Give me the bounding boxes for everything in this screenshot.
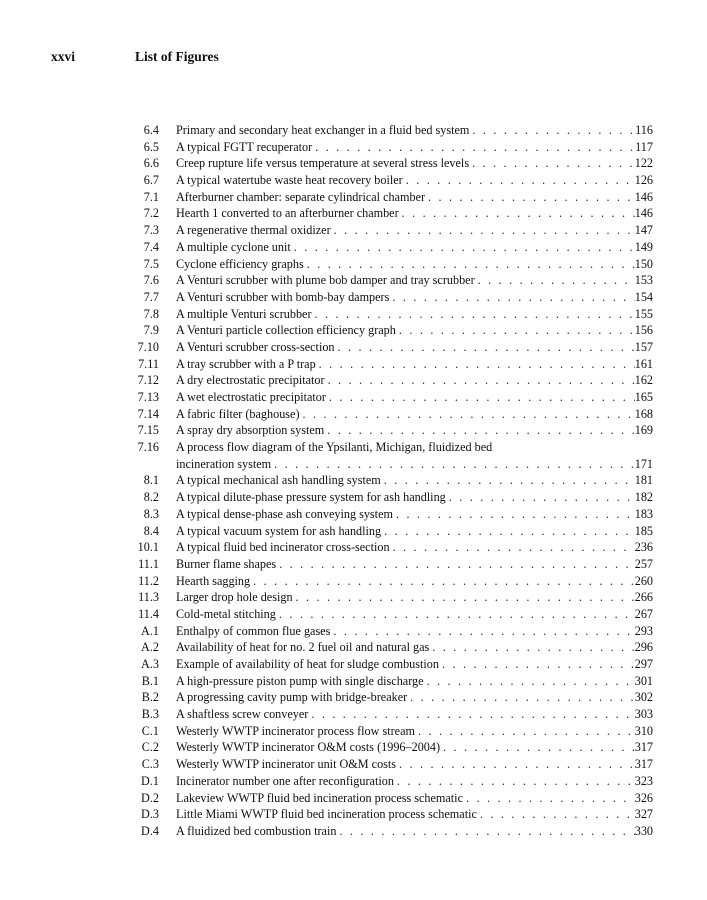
figure-caption-block <box>176 756 653 773</box>
figure-caption: Creep rupture life versus temperature at several stress levels <box>176 156 470 171</box>
figure-caption-line <box>176 639 653 656</box>
page-reference: 326 <box>634 790 653 805</box>
figure-caption-block <box>176 205 653 222</box>
page-reference: 146 <box>634 189 653 204</box>
figure-entry <box>0 723 707 740</box>
figure-caption-block <box>176 623 653 640</box>
figure-caption: Burner flame shapes <box>176 556 277 571</box>
figure-caption-line <box>176 606 653 623</box>
figure-entry <box>0 606 707 623</box>
figure-number: 7.4 <box>143 239 159 254</box>
figure-entry <box>0 790 707 807</box>
dot-leader <box>390 539 635 556</box>
figure-caption-block <box>176 506 653 523</box>
figure-caption-block <box>176 322 653 339</box>
page-reference: 149 <box>634 239 653 254</box>
figure-caption-line <box>176 289 653 306</box>
figure-caption: A fabric filter (baghouse) <box>176 406 300 421</box>
dot-leader <box>424 673 635 690</box>
dot-leader <box>331 222 635 239</box>
figure-caption-line <box>176 189 653 206</box>
figure-caption-line <box>176 723 653 740</box>
figure-caption: Primary and secondary heat exchanger in a fluid bed system <box>176 123 470 137</box>
figure-caption-line <box>176 389 653 406</box>
figure-caption: Lakeview WWTP fluid bed incineration process schematic <box>176 790 463 805</box>
dot-leader <box>396 756 635 773</box>
page-reference: 150 <box>634 256 653 271</box>
figure-caption: A multiple Venturi scrubber <box>176 306 312 321</box>
figure-caption-block <box>176 556 653 573</box>
page-reference: 168 <box>634 406 653 421</box>
figure-caption: Little Miami WWTP fluid bed incineration process schematic <box>176 807 477 822</box>
figure-caption: Westerly WWTP incinerator O&M costs (1996–2004) <box>176 740 441 755</box>
dot-leader <box>324 422 634 439</box>
figure-caption-line <box>176 573 653 590</box>
dot-leader <box>304 256 635 273</box>
dot-leader <box>300 406 635 423</box>
dot-leader <box>381 523 635 540</box>
figure-caption-block <box>176 523 653 540</box>
figure-entry <box>0 806 707 823</box>
page-reference: 146 <box>634 206 653 221</box>
figure-caption-line <box>176 205 653 222</box>
dot-leader <box>316 356 635 373</box>
figure-caption: Enthalpy of common flue gases <box>176 623 331 638</box>
page-reference: 126 <box>634 173 653 188</box>
figure-entry <box>0 289 707 306</box>
page-reference: 147 <box>634 223 653 238</box>
figure-number: C.1 <box>141 723 159 738</box>
figure-number: 6.7 <box>143 173 159 188</box>
figure-caption-block <box>176 806 653 823</box>
page-reference: 297 <box>634 657 653 672</box>
page-reference: 302 <box>634 690 653 705</box>
figure-caption-line <box>176 222 653 239</box>
page-reference: 296 <box>634 640 653 655</box>
figure-entry <box>0 406 707 423</box>
figure-entry <box>0 256 707 273</box>
figure-caption: Cold-metal stitching <box>176 606 276 621</box>
figure-caption-block <box>176 172 653 189</box>
dot-leader <box>325 372 635 389</box>
figure-caption-line <box>176 256 653 273</box>
figure-number: 7.6 <box>143 273 159 288</box>
dot-leader <box>271 456 635 473</box>
dot-leader <box>326 389 635 406</box>
figure-number: 7.9 <box>143 323 159 338</box>
figure-caption-block <box>176 673 653 690</box>
page-reference: 257 <box>634 556 653 571</box>
figure-caption-line <box>176 656 653 673</box>
figure-number: C.2 <box>141 740 159 755</box>
figure-entry <box>0 272 707 289</box>
figure-number: B.3 <box>141 707 159 722</box>
figure-caption-line <box>176 489 653 506</box>
figure-caption-line <box>176 689 653 706</box>
figure-caption-block <box>176 573 653 590</box>
figure-caption: A wet electrostatic precipitator <box>176 390 326 404</box>
dot-leader <box>446 489 635 506</box>
figure-caption-line <box>176 623 653 640</box>
figure-entry <box>0 589 707 606</box>
figure-caption-line <box>176 790 653 807</box>
page-reference: 183 <box>634 506 653 521</box>
figure-caption: A shaftless screw conveyer <box>176 707 309 722</box>
figure-caption-line <box>176 823 653 840</box>
figure-entry <box>0 756 707 773</box>
figure-caption-block <box>176 790 653 807</box>
page-reference: 181 <box>634 473 653 488</box>
figure-caption: A tray scrubber with a P trap <box>176 356 316 371</box>
figure-number: B.1 <box>141 673 159 688</box>
figure-caption-line <box>176 706 653 723</box>
figure-caption-block <box>176 289 653 306</box>
figure-caption-block <box>176 139 653 156</box>
figure-number: 7.13 <box>137 390 159 404</box>
figure-caption-line <box>176 673 653 690</box>
figure-caption: A high-pressure piston pump with single discharge <box>176 673 424 688</box>
figure-number: C.3 <box>141 757 159 772</box>
figure-caption: A Venturi particle collection efficiency graph <box>176 323 396 338</box>
dot-leader <box>429 639 634 656</box>
figure-entry <box>0 339 707 356</box>
figure-number: A.2 <box>141 640 159 655</box>
figure-caption-line <box>176 539 653 556</box>
figure-caption-block <box>176 723 653 740</box>
figure-number: 7.5 <box>143 256 159 271</box>
figure-caption: Incinerator number one after reconfiguration <box>176 773 394 788</box>
figure-entry <box>0 322 707 339</box>
page-reference: 153 <box>634 273 653 288</box>
figure-entry <box>0 372 707 389</box>
figure-caption-line <box>176 756 653 773</box>
page-reference: 317 <box>634 740 653 755</box>
figure-caption-block <box>176 339 653 356</box>
figure-entry <box>0 205 707 222</box>
figure-entry <box>0 139 707 156</box>
figure-caption-block <box>176 656 653 673</box>
figure-number: 8.2 <box>143 490 159 505</box>
figure-entry <box>0 356 707 373</box>
page-reference: 323 <box>634 773 653 788</box>
figure-entry <box>0 239 707 256</box>
figure-caption-block <box>176 155 653 172</box>
figure-number: D.4 <box>141 823 159 838</box>
figure-caption: A Venturi scrubber with bomb-bay dampers <box>176 289 390 304</box>
figure-number: 6.4 <box>143 123 159 137</box>
figure-number: 7.14 <box>137 406 159 421</box>
list-of-figures <box>0 122 707 840</box>
figure-entry <box>0 439 707 472</box>
figure-caption: A typical vacuum system for ash handling <box>176 523 382 538</box>
figure-number: A.3 <box>141 657 159 672</box>
figure-number: 11.1 <box>138 556 159 571</box>
figure-caption-block <box>176 489 653 506</box>
figure-entry <box>0 172 707 189</box>
page-reference: 303 <box>634 707 653 722</box>
dot-leader <box>381 472 635 489</box>
figure-number: 11.2 <box>138 573 159 588</box>
page-reference: 301 <box>634 673 653 688</box>
figure-caption-line <box>176 356 653 373</box>
figure-caption-block <box>176 739 653 756</box>
page-reference: 185 <box>634 523 653 538</box>
figure-caption: A typical FGTT recuperator <box>176 139 313 154</box>
figure-caption-line <box>176 322 653 339</box>
dot-leader <box>393 506 635 523</box>
running-title: List of Figures <box>135 49 219 64</box>
figure-caption: Westerly WWTP incinerator unit O&M costs <box>176 757 397 772</box>
dot-leader <box>439 656 635 673</box>
figure-caption-line <box>176 472 653 489</box>
figure-caption-line <box>176 239 653 256</box>
figure-caption-line <box>176 506 653 523</box>
dot-leader <box>403 172 635 189</box>
figure-entry <box>0 639 707 656</box>
figure-caption-line <box>176 155 653 172</box>
figure-caption-block <box>176 306 653 323</box>
page-reference: 165 <box>634 390 653 404</box>
page-reference: 260 <box>634 573 653 588</box>
figure-caption-block <box>176 406 653 423</box>
figure-number: 7.8 <box>143 306 159 321</box>
figure-number: 7.3 <box>143 223 159 238</box>
figure-entry <box>0 155 707 172</box>
figure-caption-line <box>176 139 653 156</box>
figure-caption-block <box>176 356 653 373</box>
figure-entry <box>0 506 707 523</box>
figure-caption-block <box>176 222 653 239</box>
figure-number: 8.3 <box>143 506 159 521</box>
figure-number: D.1 <box>141 773 159 788</box>
figure-caption-block <box>176 539 653 556</box>
figure-caption-line <box>176 739 653 756</box>
figure-number: 7.1 <box>143 189 159 204</box>
figure-caption-block <box>176 239 653 256</box>
figure-number: 7.2 <box>143 206 159 221</box>
figure-caption: Availability of heat for no. 2 fuel oil and natural gas <box>176 640 430 655</box>
figure-caption: A spray dry absorption system <box>176 423 325 438</box>
figure-caption: Hearth sagging <box>176 573 251 588</box>
figure-caption-line <box>176 589 653 606</box>
figure-caption-block <box>176 272 653 289</box>
figure-entry <box>0 122 707 139</box>
figure-caption-block <box>176 189 653 206</box>
figure-number: 8.1 <box>143 473 159 488</box>
figure-caption: Afterburner chamber: separate cylindrical chamber <box>176 189 426 204</box>
figure-number: D.2 <box>141 790 159 805</box>
figure-number: 7.7 <box>143 289 159 304</box>
figure-entry <box>0 539 707 556</box>
dot-leader <box>463 790 635 807</box>
figure-entry <box>0 489 707 506</box>
figure-caption: A typical watertube waste heat recovery boiler <box>176 173 403 188</box>
dot-leader <box>312 139 635 156</box>
page-reference: 122 <box>634 156 653 171</box>
figure-entry <box>0 556 707 573</box>
figure-caption: A Venturi scrubber cross-section <box>176 339 335 354</box>
figure-entry <box>0 656 707 673</box>
page-number: xxvi <box>51 49 76 64</box>
figure-caption-block <box>176 439 653 472</box>
figure-number: 10.1 <box>137 540 159 555</box>
dot-leader <box>415 723 635 740</box>
figure-caption-line <box>176 372 653 389</box>
page-reference: 317 <box>634 757 653 772</box>
figure-entry <box>0 773 707 790</box>
figure-number: 6.6 <box>143 156 159 171</box>
figure-caption: A fluidized bed combustion train <box>176 823 337 838</box>
figure-number: B.2 <box>141 690 159 705</box>
figure-entry <box>0 222 707 239</box>
figure-caption: A dry electrostatic precipitator <box>176 373 325 388</box>
dot-leader <box>291 239 635 256</box>
figure-caption-line <box>176 406 653 423</box>
page-reference: 155 <box>634 306 653 321</box>
figure-caption-block <box>176 823 653 840</box>
dot-leader <box>396 322 635 339</box>
dot-leader <box>308 706 634 723</box>
figure-number: 6.5 <box>143 139 159 154</box>
figure-entry <box>0 472 707 489</box>
page-reference: 236 <box>634 540 653 555</box>
page-reference: 330 <box>634 823 653 838</box>
figure-caption-line <box>176 339 653 356</box>
dot-leader <box>330 623 634 640</box>
page-reference: 171 <box>634 456 653 471</box>
figure-caption-line <box>176 122 653 139</box>
page-reference: 182 <box>634 490 653 505</box>
figure-caption: A Venturi scrubber with plume bob damper and tray scrubber <box>176 273 475 288</box>
figure-entry <box>0 389 707 406</box>
figure-number: A.1 <box>141 623 159 638</box>
dot-leader <box>276 606 635 623</box>
figure-caption-line1: A process flow diagram of the Ypsilanti, Michigan, fluidized bed <box>176 440 493 455</box>
page-reference: 327 <box>634 807 653 822</box>
figure-number: 7.15 <box>137 423 159 438</box>
figure-entry <box>0 823 707 840</box>
figure-number: D.3 <box>141 807 159 822</box>
dot-leader <box>469 122 635 139</box>
figure-caption-block <box>176 372 653 389</box>
figure-caption-line <box>176 523 653 540</box>
figure-caption: Cyclone efficiency graphs <box>176 256 304 271</box>
figure-caption-block <box>176 589 653 606</box>
page-reference: 116 <box>635 123 653 137</box>
dot-leader <box>394 773 635 790</box>
dot-leader <box>475 272 635 289</box>
dot-leader <box>276 556 635 573</box>
figure-number: 8.4 <box>143 523 159 538</box>
figure-caption: A regenerative thermal oxidizer <box>176 223 331 238</box>
figure-caption: A typical dense-phase ash conveying system <box>176 506 393 521</box>
page-reference: 293 <box>634 623 653 638</box>
dot-leader <box>469 155 635 172</box>
dot-leader <box>336 823 634 840</box>
figure-caption-block <box>176 606 653 623</box>
figure-entry <box>0 706 707 723</box>
figure-caption-block <box>176 256 653 273</box>
figure-caption: incineration system <box>176 456 272 471</box>
page-reference: 267 <box>634 606 653 621</box>
figure-entry <box>0 306 707 323</box>
figure-entry <box>0 739 707 756</box>
figure-number: 7.11 <box>138 356 159 371</box>
page-reference: 161 <box>634 356 653 371</box>
page-reference: 117 <box>635 139 653 154</box>
figure-caption-block <box>176 639 653 656</box>
page-reference: 162 <box>634 373 653 388</box>
figure-caption-line <box>176 272 653 289</box>
dot-leader <box>335 339 635 356</box>
page-reference: 156 <box>634 323 653 338</box>
figure-caption-line <box>176 456 653 473</box>
page-reference: 310 <box>634 723 653 738</box>
figure-caption-block <box>176 422 653 439</box>
figure-caption-block <box>176 389 653 406</box>
figure-number: 7.12 <box>137 373 159 388</box>
dot-leader <box>477 806 635 823</box>
figure-caption-block <box>176 122 653 139</box>
figure-caption-line <box>176 422 653 439</box>
figure-number: 7.16 <box>137 440 159 455</box>
dot-leader <box>407 689 635 706</box>
figure-caption: Larger drop hole design <box>176 590 293 605</box>
figure-caption: Westerly WWTP incinerator process flow stream <box>176 723 415 738</box>
figure-caption-line <box>176 773 653 790</box>
page-reference: 169 <box>634 423 653 438</box>
figure-number: 7.10 <box>137 339 159 354</box>
figure-caption: A multiple cyclone unit <box>176 239 291 254</box>
figure-caption: Example of availability of heat for sludge combustion <box>176 657 439 672</box>
dot-leader <box>425 189 635 206</box>
figure-entry <box>0 573 707 590</box>
figure-caption-line <box>176 806 653 823</box>
figure-caption-block <box>176 706 653 723</box>
figure-entry <box>0 689 707 706</box>
figure-caption-line <box>176 556 653 573</box>
figure-caption-line <box>176 172 653 189</box>
dot-leader <box>293 589 635 606</box>
figure-entry <box>0 623 707 640</box>
page-reference: 157 <box>634 339 653 354</box>
figure-caption: A typical fluid bed incinerator cross-section <box>176 540 390 555</box>
figure-caption-block <box>176 773 653 790</box>
dot-leader <box>389 289 634 306</box>
page-reference: 266 <box>634 590 653 605</box>
figure-entry <box>0 189 707 206</box>
figure-entry <box>0 523 707 540</box>
figure-caption: A typical dilute-phase pressure system for ash handling <box>176 490 446 505</box>
dot-leader <box>399 205 635 222</box>
page-reference: 154 <box>634 289 653 304</box>
figure-caption: Hearth 1 converted to an afterburner chamber <box>176 206 399 221</box>
dot-leader <box>250 573 635 590</box>
figure-caption-block <box>176 689 653 706</box>
figure-entry <box>0 422 707 439</box>
figure-caption: A typical mechanical ash handling system <box>176 473 381 488</box>
dot-leader <box>440 739 635 756</box>
figure-caption: A progressing cavity pump with bridge-breaker <box>176 690 408 705</box>
figure-number: 11.3 <box>138 590 159 605</box>
figure-number: 11.4 <box>138 606 159 621</box>
figure-entry <box>0 673 707 690</box>
figure-caption-block <box>176 472 653 489</box>
figure-caption-line <box>176 306 653 323</box>
dot-leader <box>312 306 635 323</box>
